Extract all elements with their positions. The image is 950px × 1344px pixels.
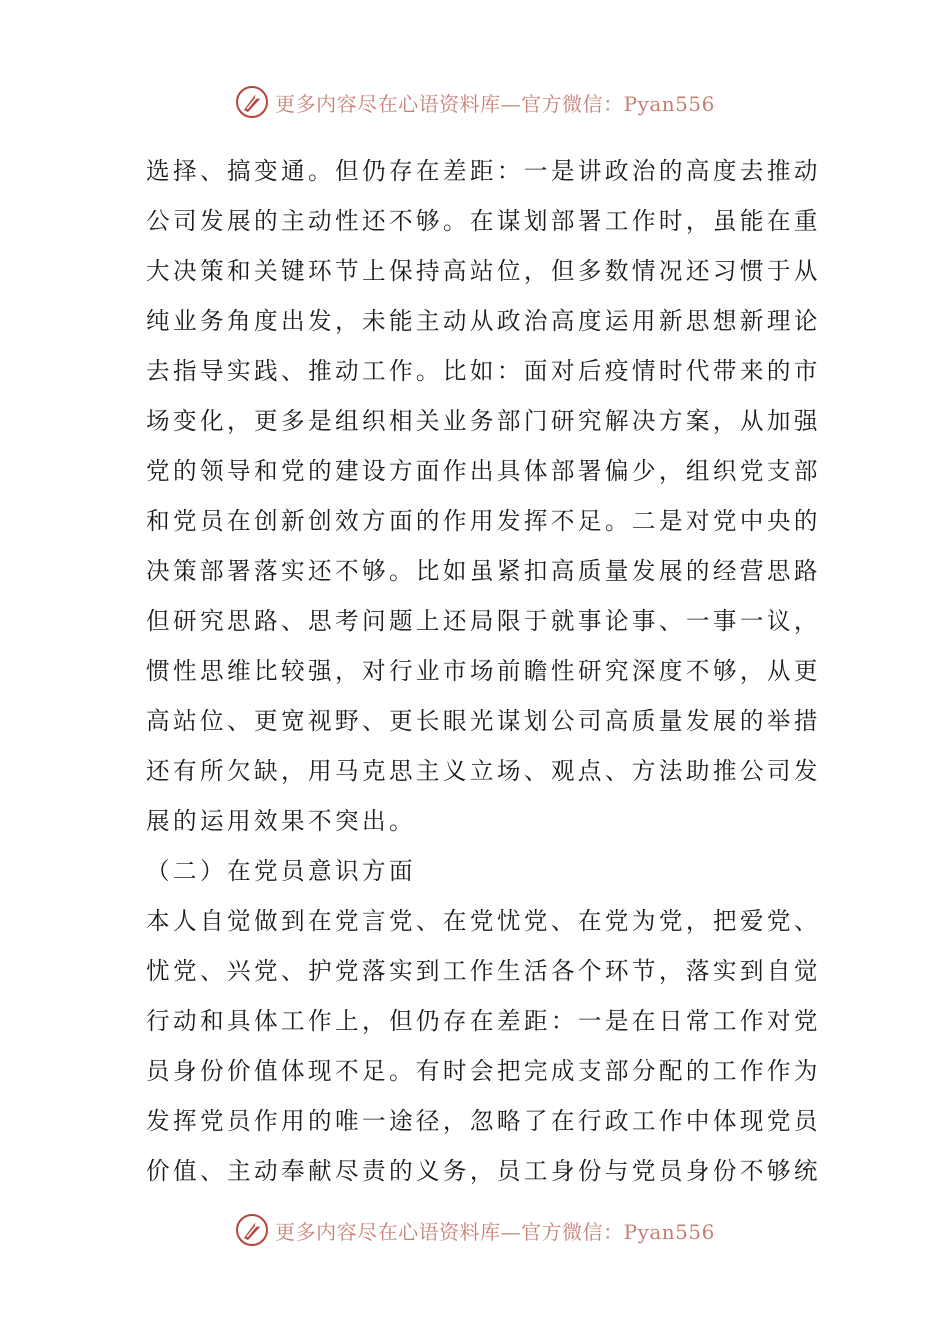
pen-nib-icon (235, 85, 269, 119)
text-line: 大决策和关键环节上保持高站位，但多数情况还习惯于从 (146, 257, 821, 285)
text-line: 公司发展的主动性还不够。在谋划部署工作时，虽能在重 (146, 207, 821, 235)
text-line: 但研究思路、思考问题上还局限于就事论事、一事一议， (146, 607, 821, 635)
text-line: 纯业务角度出发，未能主动从政治高度运用新思想新理论 (146, 307, 821, 335)
text-line: 本人自觉做到在党言党、在党忧党、在党为党，把爱党、 (146, 907, 821, 935)
text-line: 决策部署落实还不够。比如虽紧扣高质量发展的经营思路 (146, 557, 821, 585)
document-body (146, 146, 821, 1196)
section-heading: （二）在党员意识方面 (146, 857, 416, 885)
text-line: 去指导实践、推动工作。比如：面对后疫情时代带来的市 (146, 357, 821, 385)
text-line: 发挥党员作用的唯一途径，忽略了在行政工作中体现党员 (146, 1107, 821, 1135)
text-line: 价值、主动奉献尽责的义务，员工身份与党员身份不够统 (146, 1157, 821, 1185)
text-line: 惯性思维比较强，对行业市场前瞻性研究深度不够，从更 (146, 657, 821, 685)
text-line: 员身份价值体现不足。有时会把完成支部分配的工作作为 (146, 1057, 821, 1085)
text-line: 党的领导和党的建设方面作出具体部署偏少，组织党支部 (146, 457, 821, 485)
header-text: 更多内容尽在心语资料库—官方微信：Pyan556 (275, 91, 715, 116)
text-line: 还有所欠缺，用马克思主义立场、观点、方法助推公司发 (146, 757, 821, 785)
text-line: 展的运用效果不突出。 (146, 807, 416, 835)
text-line: 高站位、更宽视野、更长眼光谋划公司高质量发展的举措 (146, 707, 821, 735)
text-line: 忧党、兴党、护党落实到工作生活各个环节，落实到自觉 (146, 957, 821, 985)
footer-banner (0, 1210, 950, 1250)
text-line: 场变化，更多是组织相关业务部门研究解决方案，从加强 (146, 407, 821, 435)
header-banner (0, 82, 950, 122)
text-line: 选择、搞变通。但仍存在差距：一是讲政治的高度去推动 (146, 157, 821, 185)
footer-text: 更多内容尽在心语资料库—官方微信：Pyan556 (275, 1219, 715, 1244)
text-line: 和党员在创新创效方面的作用发挥不足。二是对党中央的 (146, 507, 821, 535)
text-line: 行动和具体工作上，但仍存在差距：一是在日常工作对党 (146, 1007, 821, 1035)
pen-nib-icon (235, 1213, 269, 1247)
